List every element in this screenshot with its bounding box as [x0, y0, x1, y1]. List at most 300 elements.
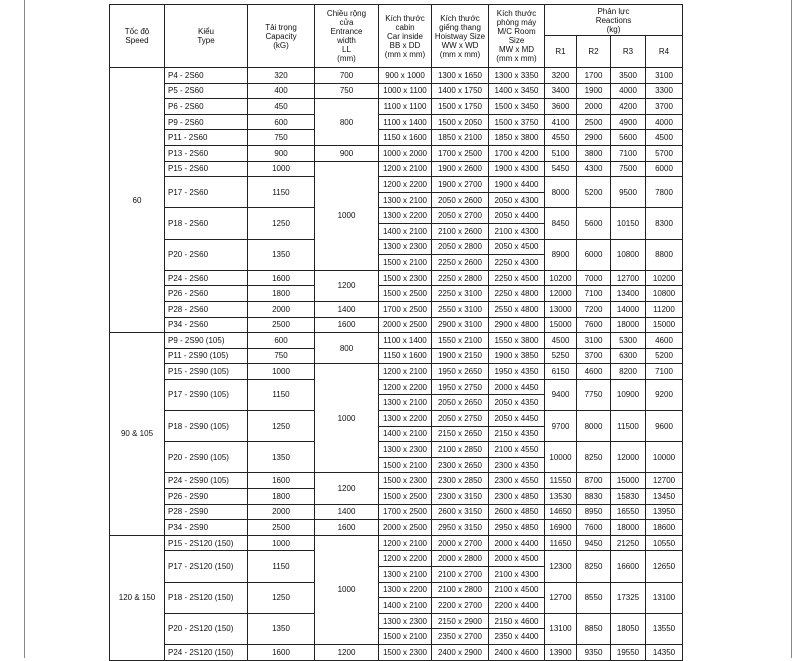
reaction-r4-cell: 5700 — [646, 145, 683, 161]
hoistway-size-cell: 2050 x 2700 — [432, 208, 489, 224]
type-cell: P13 - 2S60 — [165, 145, 248, 161]
machine-room-size-cell: 2150 x 4600 — [489, 613, 545, 629]
reaction-r4-cell: 6000 — [646, 161, 683, 177]
hoistway-size-cell: 2300 x 3150 — [432, 489, 489, 505]
hoistway-size-cell: 1500 x 1750 — [432, 99, 489, 115]
reaction-r3-cell: 7100 — [611, 145, 646, 161]
type-cell: P24 - 2S120 (150) — [165, 644, 248, 660]
reaction-r1-cell: 4100 — [545, 114, 577, 130]
cabin-size-cell: 1500 x 2100 — [379, 629, 432, 645]
type-cell: P20 - 2S120 (150) — [165, 613, 248, 644]
entrance-width-cell: 1000 — [315, 161, 379, 270]
reaction-r2-cell: 3700 — [577, 348, 611, 364]
table-row — [110, 333, 683, 349]
speed-cell: 60 — [110, 68, 165, 333]
cabin-size-cell: 1500 x 2300 — [379, 473, 432, 489]
capacity-cell: 1150 — [248, 551, 315, 582]
hoistway-size-cell: 1700 x 2500 — [432, 145, 489, 161]
table-row — [110, 379, 683, 395]
type-cell: P26 - 2S90 — [165, 489, 248, 505]
table-row — [110, 114, 683, 130]
cabin-size-cell: 1100 x 1400 — [379, 114, 432, 130]
reaction-r2-cell: 7100 — [577, 286, 611, 302]
capacity-cell: 1600 — [248, 270, 315, 286]
reaction-r4-cell: 10200 — [646, 270, 683, 286]
hoistway-size-cell: 1300 x 1650 — [432, 68, 489, 84]
reaction-r2-cell: 8550 — [577, 582, 611, 613]
machine-room-size-cell: 2600 x 4850 — [489, 504, 545, 520]
reaction-r1-cell: 8450 — [545, 208, 577, 239]
machine-room-size-cell: 2050 x 4450 — [489, 411, 545, 427]
reaction-r3-cell: 6300 — [611, 348, 646, 364]
reaction-r1-cell: 13530 — [545, 489, 577, 505]
reaction-r3-cell: 11500 — [611, 411, 646, 442]
hoistway-size-cell: 2050 x 2800 — [432, 239, 489, 255]
reaction-r4-cell: 5200 — [646, 348, 683, 364]
hoistway-size-cell: 2100 x 2600 — [432, 223, 489, 239]
cabin-size-cell: 1000 x 1100 — [379, 83, 432, 99]
type-cell: P18 - 2S90 (105) — [165, 411, 248, 442]
machine-room-size-cell: 1900 x 4400 — [489, 177, 545, 193]
type-cell: P20 - 2S90 (105) — [165, 442, 248, 473]
cabin-size-cell: 2000 x 2500 — [379, 520, 432, 536]
cabin-size-cell: 1300 x 2100 — [379, 395, 432, 411]
header-hoistway-size: Kích thước giếng thang Hoistway Size WW x WD (mm x mm) — [432, 5, 489, 68]
capacity-cell: 1000 — [248, 535, 315, 551]
table-row — [110, 99, 683, 115]
entrance-width-cell: 750 — [315, 83, 379, 99]
cabin-size-cell: 1400 x 2100 — [379, 223, 432, 239]
type-cell: P11 - 2S90 (105) — [165, 348, 248, 364]
entrance-width-cell: 1200 — [315, 270, 379, 301]
reaction-r2-cell: 3800 — [577, 145, 611, 161]
cabin-size-cell: 1300 x 2200 — [379, 582, 432, 598]
reaction-r2-cell: 3100 — [577, 333, 611, 349]
machine-room-size-cell: 1850 x 3800 — [489, 130, 545, 146]
entrance-width-cell: 700 — [315, 68, 379, 84]
type-cell: P15 - 2S60 — [165, 161, 248, 177]
capacity-cell: 900 — [248, 145, 315, 161]
reaction-r3-cell: 16550 — [611, 504, 646, 520]
reaction-r1-cell: 4500 — [545, 333, 577, 349]
cabin-size-cell: 1200 x 2200 — [379, 551, 432, 567]
hoistway-size-cell: 1950 x 2750 — [432, 379, 489, 395]
reaction-r3-cell: 15000 — [611, 473, 646, 489]
reaction-r1-cell: 12300 — [545, 551, 577, 582]
capacity-cell: 2000 — [248, 301, 315, 317]
machine-room-size-cell: 2550 x 4800 — [489, 301, 545, 317]
machine-room-size-cell: 2300 x 4550 — [489, 473, 545, 489]
entrance-width-cell: 1000 — [315, 535, 379, 644]
capacity-cell: 1250 — [248, 208, 315, 239]
reaction-r4-cell: 3100 — [646, 68, 683, 84]
reaction-r2-cell: 1900 — [577, 83, 611, 99]
hoistway-size-cell: 2350 x 2700 — [432, 629, 489, 645]
reaction-r4-cell: 10800 — [646, 286, 683, 302]
reaction-r2-cell: 6000 — [577, 239, 611, 270]
cabin-size-cell: 2000 x 2500 — [379, 317, 432, 333]
reaction-r3-cell: 10800 — [611, 239, 646, 270]
machine-room-size-cell: 2100 x 4300 — [489, 567, 545, 583]
reaction-r4-cell: 7800 — [646, 177, 683, 208]
hoistway-size-cell: 2550 x 3100 — [432, 301, 489, 317]
reaction-r4-cell: 3300 — [646, 83, 683, 99]
speed-cell: 120 & 150 — [110, 535, 165, 660]
reaction-r2-cell: 7000 — [577, 270, 611, 286]
header-cabin-size: Kích thước cabin Car inside BB x DD (mm x mm) — [379, 5, 432, 68]
reaction-r3-cell: 4900 — [611, 114, 646, 130]
reaction-r4-cell: 7100 — [646, 364, 683, 380]
cabin-size-cell: 1150 x 1600 — [379, 130, 432, 146]
reaction-r3-cell: 10900 — [611, 379, 646, 410]
reaction-r4-cell: 18600 — [646, 520, 683, 536]
capacity-cell: 1350 — [248, 442, 315, 473]
reaction-r1-cell: 5250 — [545, 348, 577, 364]
capacity-cell: 750 — [248, 130, 315, 146]
reaction-r4-cell: 12700 — [646, 473, 683, 489]
cabin-size-cell: 1700 x 2500 — [379, 504, 432, 520]
capacity-cell: 1250 — [248, 582, 315, 613]
machine-room-size-cell: 2250 x 4300 — [489, 255, 545, 271]
table-row — [110, 364, 683, 380]
reaction-r3-cell: 8200 — [611, 364, 646, 380]
hoistway-size-cell: 2150 x 2650 — [432, 426, 489, 442]
table-row — [110, 145, 683, 161]
type-cell: P26 - 2S60 — [165, 286, 248, 302]
header-r2: R2 — [577, 36, 611, 68]
entrance-width-cell: 1600 — [315, 520, 379, 536]
table-row — [110, 177, 683, 193]
cabin-size-cell: 1300 x 2300 — [379, 442, 432, 458]
header-r3: R3 — [611, 36, 646, 68]
reaction-r4-cell: 4000 — [646, 114, 683, 130]
capacity-cell: 750 — [248, 348, 315, 364]
cabin-size-cell: 1500 x 2300 — [379, 644, 432, 660]
reaction-r1-cell: 6150 — [545, 364, 577, 380]
reaction-r3-cell: 3500 — [611, 68, 646, 84]
reaction-r2-cell: 2000 — [577, 99, 611, 115]
capacity-cell: 600 — [248, 114, 315, 130]
capacity-cell: 1000 — [248, 364, 315, 380]
reaction-r1-cell: 13100 — [545, 613, 577, 644]
hoistway-size-cell: 1900 x 2700 — [432, 177, 489, 193]
header-r1: R1 — [545, 36, 577, 68]
table-row — [110, 270, 683, 286]
hoistway-size-cell: 1550 x 2100 — [432, 333, 489, 349]
table-row — [110, 582, 683, 598]
capacity-cell: 1000 — [248, 161, 315, 177]
reaction-r4-cell: 13950 — [646, 504, 683, 520]
type-cell: P6 - 2S60 — [165, 99, 248, 115]
type-cell: P34 - 2S60 — [165, 317, 248, 333]
table-row — [110, 551, 683, 567]
capacity-cell: 600 — [248, 333, 315, 349]
type-cell: P15 - 2S90 (105) — [165, 364, 248, 380]
reaction-r3-cell: 9500 — [611, 177, 646, 208]
hoistway-size-cell: 2250 x 2600 — [432, 255, 489, 271]
table-row — [110, 83, 683, 99]
capacity-cell: 400 — [248, 83, 315, 99]
machine-room-size-cell: 2350 x 4400 — [489, 629, 545, 645]
hoistway-size-cell: 1900 x 2600 — [432, 161, 489, 177]
reaction-r1-cell: 4550 — [545, 130, 577, 146]
entrance-width-cell: 800 — [315, 99, 379, 146]
reaction-r2-cell: 9350 — [577, 644, 611, 660]
reaction-r2-cell: 7750 — [577, 379, 611, 410]
cabin-size-cell: 1300 x 2200 — [379, 208, 432, 224]
capacity-cell: 450 — [248, 99, 315, 115]
reaction-r1-cell: 8900 — [545, 239, 577, 270]
cabin-size-cell: 1300 x 2100 — [379, 192, 432, 208]
type-cell: P28 - 2S90 — [165, 504, 248, 520]
cabin-size-cell: 1500 x 2500 — [379, 489, 432, 505]
cabin-size-cell: 1100 x 1100 — [379, 99, 432, 115]
capacity-cell: 2500 — [248, 317, 315, 333]
reaction-r4-cell: 9200 — [646, 379, 683, 410]
capacity-cell: 1150 — [248, 379, 315, 410]
reaction-r2-cell: 8250 — [577, 551, 611, 582]
machine-room-size-cell: 1900 x 4300 — [489, 161, 545, 177]
machine-room-size-cell: 2050 x 4500 — [489, 239, 545, 255]
table-row — [110, 473, 683, 489]
machine-room-size-cell: 2000 x 4500 — [489, 551, 545, 567]
reaction-r1-cell: 11650 — [545, 535, 577, 551]
reaction-r3-cell: 4000 — [611, 83, 646, 99]
machine-room-size-cell: 2250 x 4500 — [489, 270, 545, 286]
reaction-r3-cell: 19550 — [611, 644, 646, 660]
cabin-size-cell: 1300 x 2300 — [379, 613, 432, 629]
reaction-r3-cell: 18050 — [611, 613, 646, 644]
hoistway-size-cell: 2150 x 2900 — [432, 613, 489, 629]
entrance-width-cell: 1600 — [315, 317, 379, 333]
cabin-size-cell: 1150 x 1600 — [379, 348, 432, 364]
hoistway-size-cell: 2300 x 2850 — [432, 473, 489, 489]
capacity-cell: 1600 — [248, 644, 315, 660]
reaction-r1-cell: 5100 — [545, 145, 577, 161]
capacity-cell: 2000 — [248, 504, 315, 520]
table-row — [110, 301, 683, 317]
cabin-size-cell: 1400 x 2100 — [379, 598, 432, 614]
machine-room-size-cell: 1550 x 3800 — [489, 333, 545, 349]
table-row — [110, 130, 683, 146]
type-cell: P11 - 2S60 — [165, 130, 248, 146]
cabin-size-cell: 1500 x 2100 — [379, 457, 432, 473]
table-row — [110, 161, 683, 177]
cabin-size-cell: 1500 x 2100 — [379, 255, 432, 271]
reaction-r1-cell: 3200 — [545, 68, 577, 84]
type-cell: P17 - 2S60 — [165, 177, 248, 208]
table-row — [110, 317, 683, 333]
capacity-cell: 1800 — [248, 489, 315, 505]
entrance-width-cell: 1400 — [315, 504, 379, 520]
reaction-r2-cell: 4600 — [577, 364, 611, 380]
reaction-r3-cell: 18000 — [611, 317, 646, 333]
cabin-size-cell: 1500 x 2300 — [379, 270, 432, 286]
machine-room-size-cell: 2100 x 4300 — [489, 223, 545, 239]
reaction-r4-cell: 8800 — [646, 239, 683, 270]
type-cell: P17 - 2S120 (150) — [165, 551, 248, 582]
reaction-r1-cell: 16900 — [545, 520, 577, 536]
cabin-size-cell: 1400 x 2100 — [379, 426, 432, 442]
table-row — [110, 520, 683, 536]
reaction-r3-cell: 4200 — [611, 99, 646, 115]
reaction-r2-cell: 8830 — [577, 489, 611, 505]
reaction-r3-cell: 15830 — [611, 489, 646, 505]
machine-room-size-cell: 1950 x 4350 — [489, 364, 545, 380]
hoistway-size-cell: 2900 x 3100 — [432, 317, 489, 333]
reaction-r2-cell: 5600 — [577, 208, 611, 239]
cabin-size-cell: 1700 x 2500 — [379, 301, 432, 317]
machine-room-size-cell: 1700 x 4200 — [489, 145, 545, 161]
reaction-r1-cell: 5450 — [545, 161, 577, 177]
reaction-r2-cell: 7600 — [577, 317, 611, 333]
machine-room-size-cell: 2400 x 4600 — [489, 644, 545, 660]
reaction-r3-cell: 18000 — [611, 520, 646, 536]
cabin-size-cell: 1500 x 2500 — [379, 286, 432, 302]
type-cell: P5 - 2S60 — [165, 83, 248, 99]
machine-room-size-cell: 2100 x 4550 — [489, 442, 545, 458]
reaction-r1-cell: 14650 — [545, 504, 577, 520]
cabin-size-cell: 1300 x 2300 — [379, 239, 432, 255]
reaction-r1-cell: 10200 — [545, 270, 577, 286]
reaction-r4-cell: 13450 — [646, 489, 683, 505]
reaction-r2-cell: 8950 — [577, 504, 611, 520]
reaction-r2-cell: 8250 — [577, 442, 611, 473]
hoistway-size-cell: 2100 x 2700 — [432, 567, 489, 583]
reaction-r2-cell: 8850 — [577, 613, 611, 644]
reaction-r3-cell: 5300 — [611, 333, 646, 349]
entrance-width-cell: 1000 — [315, 364, 379, 473]
cabin-size-cell: 1000 x 2000 — [379, 145, 432, 161]
reaction-r1-cell: 9700 — [545, 411, 577, 442]
machine-room-size-cell: 2050 x 4350 — [489, 395, 545, 411]
table-row — [110, 411, 683, 427]
table-row — [110, 239, 683, 255]
reaction-r2-cell: 7200 — [577, 301, 611, 317]
hoistway-size-cell: 1900 x 2150 — [432, 348, 489, 364]
hoistway-size-cell: 2950 x 3150 — [432, 520, 489, 536]
reaction-r4-cell: 3700 — [646, 99, 683, 115]
machine-room-size-cell: 2250 x 4800 — [489, 286, 545, 302]
table-row — [110, 442, 683, 458]
hoistway-size-cell: 2000 x 2700 — [432, 535, 489, 551]
cabin-size-cell: 1100 x 1400 — [379, 333, 432, 349]
entrance-width-cell: 1200 — [315, 473, 379, 504]
entrance-width-cell: 1400 — [315, 301, 379, 317]
type-cell: P9 - 2S90 (105) — [165, 333, 248, 349]
table-row — [110, 286, 683, 302]
cabin-size-cell: 1200 x 2200 — [379, 379, 432, 395]
hoistway-size-cell: 1400 x 1750 — [432, 83, 489, 99]
hoistway-size-cell: 1500 x 2050 — [432, 114, 489, 130]
machine-room-size-cell: 2900 x 4800 — [489, 317, 545, 333]
hoistway-size-cell: 2000 x 2800 — [432, 551, 489, 567]
reaction-r2-cell: 2500 — [577, 114, 611, 130]
reaction-r1-cell: 15000 — [545, 317, 577, 333]
reaction-r4-cell: 14350 — [646, 644, 683, 660]
type-cell: P18 - 2S60 — [165, 208, 248, 239]
reaction-r2-cell: 8000 — [577, 411, 611, 442]
machine-room-size-cell: 2950 x 4850 — [489, 520, 545, 536]
entrance-width-cell: 800 — [315, 333, 379, 364]
header-speed: Tốc độ Speed — [110, 5, 165, 68]
reaction-r3-cell: 14000 — [611, 301, 646, 317]
capacity-cell: 1600 — [248, 473, 315, 489]
reaction-r4-cell: 8300 — [646, 208, 683, 239]
reaction-r4-cell: 11200 — [646, 301, 683, 317]
speed-cell: 90 & 105 — [110, 333, 165, 536]
entrance-width-cell: 900 — [315, 145, 379, 161]
machine-room-size-cell: 2050 x 4300 — [489, 192, 545, 208]
reaction-r4-cell: 4500 — [646, 130, 683, 146]
hoistway-size-cell: 2250 x 3100 — [432, 286, 489, 302]
capacity-cell: 1250 — [248, 411, 315, 442]
reaction-r4-cell: 12650 — [646, 551, 683, 582]
type-cell: P9 - 2S60 — [165, 114, 248, 130]
reaction-r2-cell: 1700 — [577, 68, 611, 84]
elevator-spec-table — [109, 4, 683, 661]
machine-room-size-cell: 2150 x 4350 — [489, 426, 545, 442]
reaction-r3-cell: 7500 — [611, 161, 646, 177]
hoistway-size-cell: 2050 x 2600 — [432, 192, 489, 208]
table-row — [110, 535, 683, 551]
machine-room-size-cell: 1300 x 3350 — [489, 68, 545, 84]
hoistway-size-cell: 2600 x 3150 — [432, 504, 489, 520]
reaction-r1-cell: 3400 — [545, 83, 577, 99]
reaction-r2-cell: 2900 — [577, 130, 611, 146]
capacity-cell: 1350 — [248, 239, 315, 270]
table-row — [110, 613, 683, 629]
reaction-r1-cell: 3600 — [545, 99, 577, 115]
reaction-r3-cell: 10150 — [611, 208, 646, 239]
reaction-r1-cell: 13900 — [545, 644, 577, 660]
reaction-r2-cell: 5200 — [577, 177, 611, 208]
hoistway-size-cell: 2050 x 2750 — [432, 411, 489, 427]
table-row — [110, 208, 683, 224]
machine-room-size-cell: 2050 x 4400 — [489, 208, 545, 224]
reaction-r2-cell: 8700 — [577, 473, 611, 489]
table-row — [110, 489, 683, 505]
machine-room-size-cell: 2000 x 4400 — [489, 535, 545, 551]
reaction-r1-cell: 12700 — [545, 582, 577, 613]
type-cell: P34 - 2S90 — [165, 520, 248, 536]
hoistway-size-cell: 2250 x 2800 — [432, 270, 489, 286]
hoistway-size-cell: 1950 x 2650 — [432, 364, 489, 380]
capacity-cell: 1350 — [248, 613, 315, 644]
reaction-r3-cell: 16600 — [611, 551, 646, 582]
reaction-r4-cell: 13550 — [646, 613, 683, 644]
type-cell: P15 - 2S120 (150) — [165, 535, 248, 551]
type-cell: P24 - 2S90 (105) — [165, 473, 248, 489]
table-row — [110, 504, 683, 520]
reaction-r3-cell: 12700 — [611, 270, 646, 286]
table-row — [110, 348, 683, 364]
reaction-r3-cell: 21250 — [611, 535, 646, 551]
reaction-r1-cell: 11550 — [545, 473, 577, 489]
type-cell: P20 - 2S60 — [165, 239, 248, 270]
machine-room-size-cell: 2300 x 4350 — [489, 457, 545, 473]
hoistway-size-cell: 2100 x 2800 — [432, 582, 489, 598]
machine-room-size-cell: 1900 x 3850 — [489, 348, 545, 364]
cabin-size-cell: 1200 x 2100 — [379, 161, 432, 177]
type-cell: P17 - 2S90 (105) — [165, 379, 248, 410]
machine-room-size-cell: 2300 x 4850 — [489, 489, 545, 505]
cabin-size-cell: 1300 x 2200 — [379, 411, 432, 427]
header-r4: R4 — [646, 36, 683, 68]
cabin-size-cell: 1300 x 2100 — [379, 567, 432, 583]
reaction-r1-cell: 12000 — [545, 286, 577, 302]
hoistway-size-cell: 1850 x 2100 — [432, 130, 489, 146]
